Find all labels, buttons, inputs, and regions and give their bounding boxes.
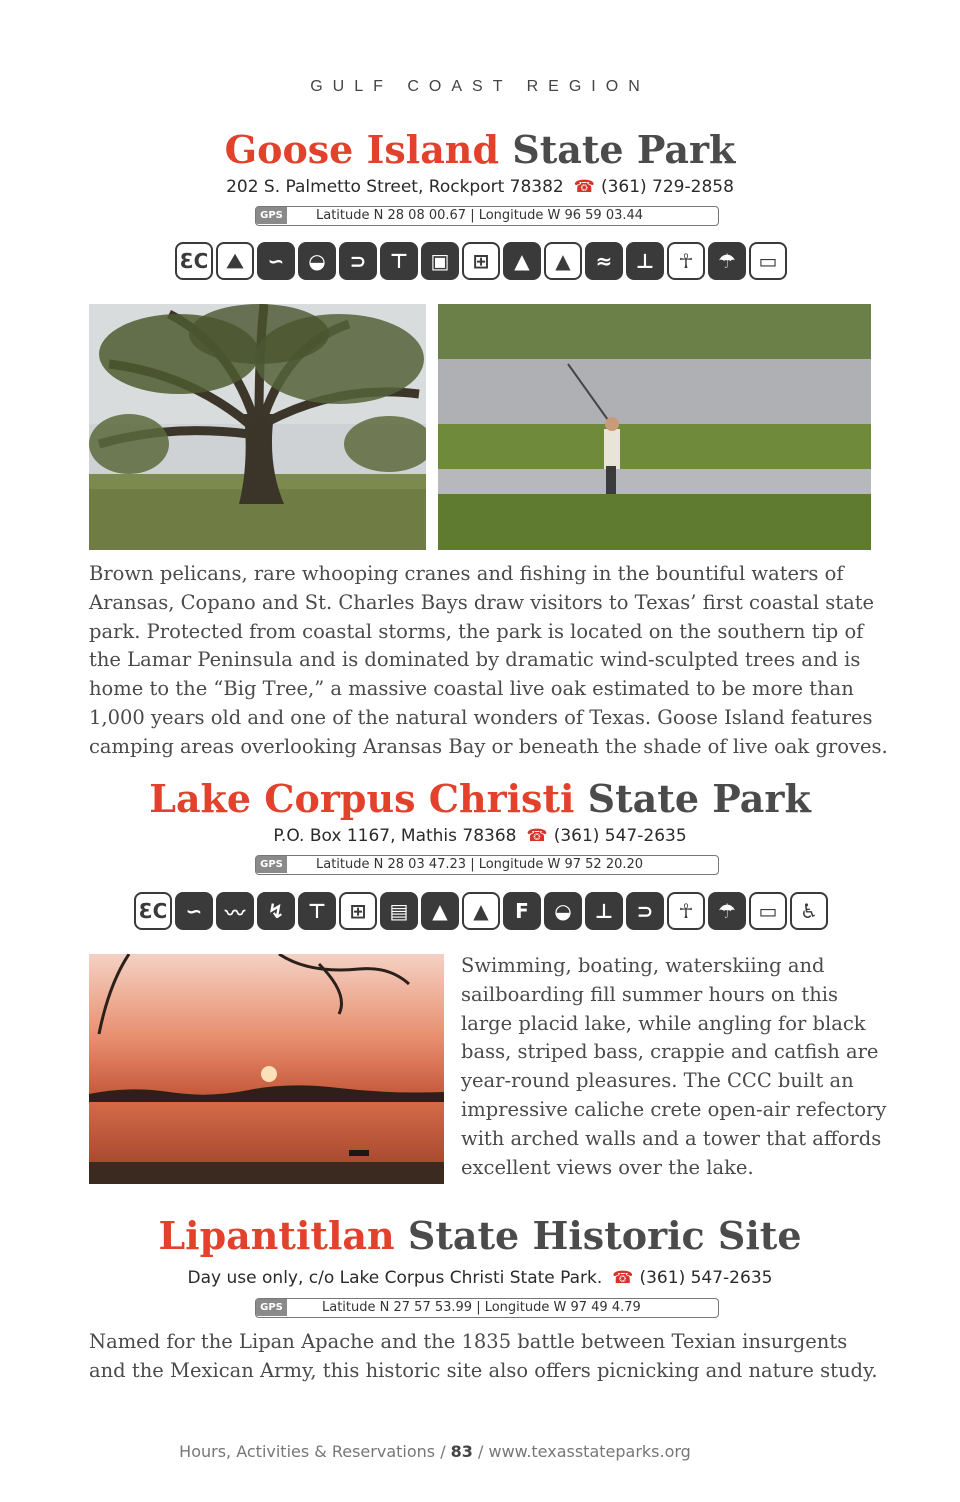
park-address: P.O. Box 1167, Mathis 78368 — [273, 826, 517, 846]
park-name: Lipantitlan — [158, 1213, 395, 1258]
phone-icon: ☎ — [573, 177, 595, 197]
restrooms-icon: ☥ — [667, 242, 705, 280]
water-camping-icon: ▲ — [544, 242, 582, 280]
park-description: Brown pelicans, rare whooping cranes and fishing in the bountiful waters of Aransas, Copano and St. Charles Bays draw visitors to Texas’ first coastal state park. Protected from coastal storms, the park is located on the southern tip of the Lamar Peninsula and is dominated by dramatic wind-sculpted trees and is home to the “Big Tree,” a massive coastal live oak estimated to be more than 1,000 years old and one of the natural wonders of Texas. Goose Island features camping areas overlooking Aransas Bay or beneath the shade of live oak groves. — [89, 562, 888, 758]
park-description: Named for the Lipan Apache and the 1835 battle between Texian insurgents and the Mexican Army, this historic site also offers picnicking and nature study. — [89, 1330, 878, 1382]
gift-shop-icon: ▣ — [421, 242, 459, 280]
park-kind: State Park — [512, 127, 736, 172]
tent-camping-icon: ▲ — [421, 892, 459, 930]
waterskiing-icon: ↯ — [257, 892, 295, 930]
region-heading: GULF COAST REGION — [310, 78, 650, 95]
gps-text: Latitude N 27 57 53.99 | Longitude W 97 49 4.79 — [322, 1300, 641, 1315]
page-footer — [0, 1442, 870, 1461]
fish-cleaning-icon: ⊃ — [626, 892, 664, 930]
restrooms-icon: ☥ — [667, 892, 705, 930]
park-address: 202 S. Palmetto Street, Rockport 78382 — [226, 177, 564, 197]
fishing-icon: ∽ — [257, 242, 295, 280]
gps-coordinates — [255, 1298, 719, 1318]
water-camping-icon: ▲ — [462, 892, 500, 930]
footer-url[interactable]: / www.texasstateparks.org — [478, 1442, 691, 1461]
fishing-pier-icon: ⊥ — [585, 892, 623, 930]
park-address: Day use only, c/o Lake Corpus Christi State Park. — [187, 1268, 603, 1288]
gps-coordinates — [255, 206, 719, 226]
ccc-icon: ƐC — [134, 892, 172, 930]
fishing-pier-icon: ⊥ — [626, 242, 664, 280]
park-name: Lake Corpus Christi — [149, 776, 575, 821]
live-oak-photo — [89, 304, 426, 550]
amenity-icons — [134, 892, 828, 930]
gps-tag: GPS — [256, 856, 287, 873]
park-name: Goose Island — [224, 127, 500, 172]
rv-icon: ▭ — [749, 892, 787, 930]
picnic-icon: ⊤ — [298, 892, 336, 930]
sunset-lake-photo — [89, 954, 444, 1184]
gps-tag: GPS — [256, 207, 287, 224]
boat-ramp-icon: ◒ — [298, 242, 336, 280]
amenity-icons — [175, 242, 787, 280]
boat-ramp-icon: ◒ — [544, 892, 582, 930]
nature-trail-icon: ⛰ — [216, 242, 254, 280]
park-phone[interactable]: (361) 547-2635 — [639, 1268, 773, 1288]
park-description: Swimming, boating, waterskiing and sailboarding fill summer hours on this large placid lake, while angling for black bass, striped bass, crappie and catfish are year-round pleasures. The CCC built an impressive caliche crete open-air refectory with arched walls and a tower that affords excellent views over the lake. — [461, 954, 887, 1179]
tent-camping-icon: ▲ — [503, 242, 541, 280]
park-phone[interactable]: (361) 547-2635 — [553, 826, 687, 846]
park-address-line — [0, 1268, 960, 1288]
gps-coordinates — [255, 855, 719, 875]
fish-cleaning-icon: ⊃ — [339, 242, 377, 280]
picnic-icon: ⊤ — [380, 242, 418, 280]
footer-left: Hours, Activities & Reservations / — [179, 1442, 446, 1461]
park-address-line — [0, 177, 960, 197]
ccc-icon: ƐC — [175, 242, 213, 280]
group-picnic-icon: ⊞ — [462, 242, 500, 280]
gps-text: Latitude N 28 08 00.67 | Longitude W 96 59 03.44 — [316, 208, 644, 223]
park-address-line — [0, 826, 960, 846]
park-title-lipantitlan — [0, 1214, 960, 1258]
rv-icon: ▭ — [749, 242, 787, 280]
fisherman-photo — [438, 304, 871, 550]
showers-icon: ☂ — [708, 892, 746, 930]
park-phone[interactable]: (361) 729-2858 — [600, 177, 734, 197]
boat-icon: ≈ — [585, 242, 623, 280]
phone-icon: ☎ — [612, 1268, 634, 1288]
food-icon: F — [503, 892, 541, 930]
park-kind: State Historic Site — [407, 1213, 802, 1258]
group-picnic-icon: ⊞ — [339, 892, 377, 930]
showers-icon: ☂ — [708, 242, 746, 280]
park-title-lake-corpus-christi — [0, 777, 960, 821]
gps-tag: GPS — [256, 1299, 287, 1316]
park-kind: State Park — [587, 776, 811, 821]
swimming-icon: 〰 — [216, 892, 254, 930]
accessible-icon: ♿ — [790, 892, 828, 930]
gps-text: Latitude N 28 03 47.23 | Longitude W 97 52 20.20 — [316, 857, 644, 872]
park-title-goose-island — [0, 128, 960, 172]
phone-icon: ☎ — [526, 826, 548, 846]
pavilion-icon: ▤ — [380, 892, 418, 930]
fishing-icon: ∽ — [175, 892, 213, 930]
page-number: 83 — [450, 1442, 473, 1461]
